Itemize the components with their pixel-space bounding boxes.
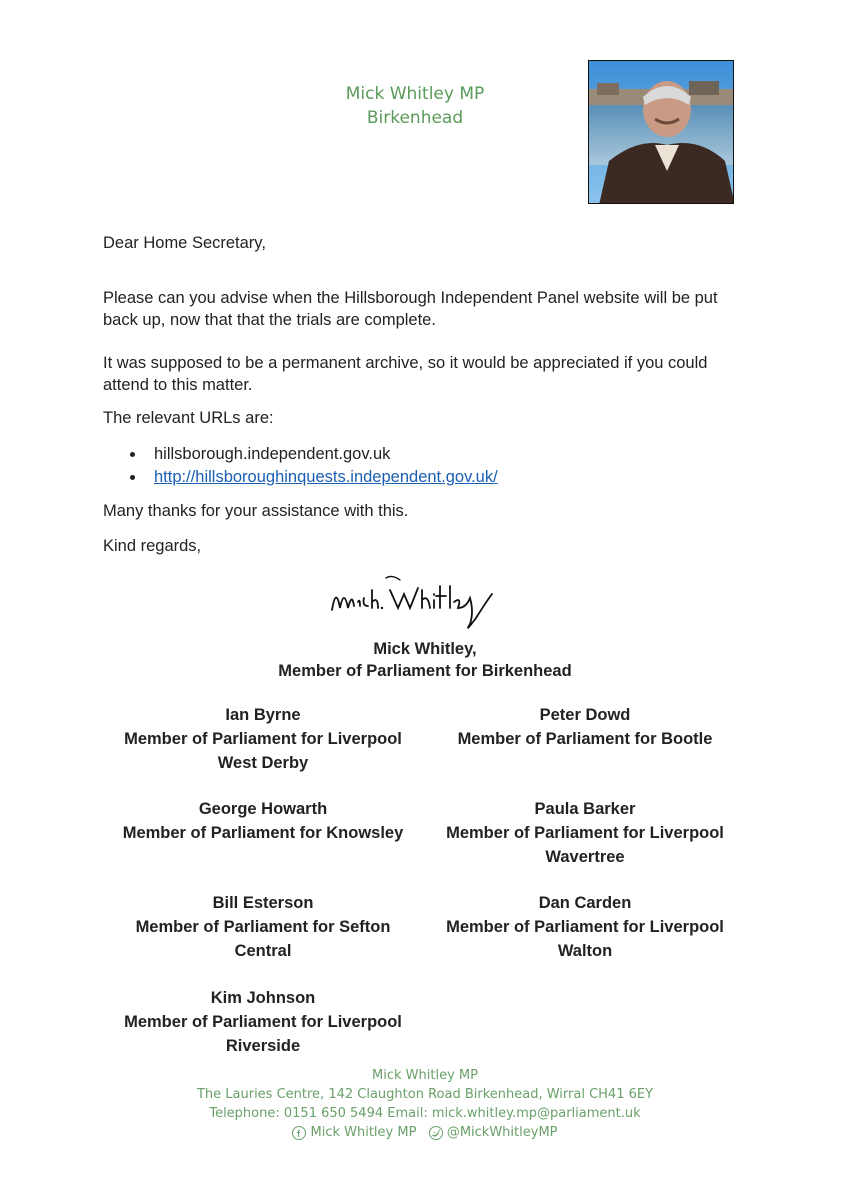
cosignatory-title: Member of Parliament for Knowsley	[122, 824, 404, 842]
cosignatory	[425, 703, 745, 751]
closing-regards: Kind regards,	[103, 537, 202, 555]
thanks-line: Many thanks for your assistance with this.	[103, 502, 409, 520]
cosignatory-title: Member of Parliament for Liverpool	[124, 1013, 402, 1031]
twitter-handle: @MickWhitleyMP	[446, 1125, 558, 1140]
cosignatory-name: Paula Barker	[534, 800, 636, 818]
cosignatory-name: Bill Esterson	[212, 894, 314, 912]
paragraph-urls-intro: The relevant URLs are:	[103, 409, 274, 427]
signatory-name: Mick Whitley,	[373, 640, 477, 658]
handwritten-signature	[326, 572, 526, 634]
cosignatory-name: Kim Johnson	[210, 989, 316, 1007]
cosignatory-name: George Howarth	[198, 800, 328, 818]
paragraph-request: Please can you advise when the Hillsborough Independent Panel website will be put back up, now that that the trials are complete.	[103, 289, 718, 329]
signatory-block	[200, 638, 650, 682]
cosignatory-title: Member of Parliament for Liverpool	[446, 918, 724, 936]
facebook-link[interactable]	[292, 1123, 416, 1142]
list-item	[130, 443, 498, 466]
twitter-link[interactable]	[429, 1123, 558, 1142]
list-item	[130, 466, 498, 489]
letterhead-name: Mick Whitley MP	[345, 84, 485, 104]
cosignatory-title: Walton	[557, 942, 613, 960]
cosignatory-title: Member of Parliament for Liverpool	[124, 730, 402, 748]
twitter-icon	[429, 1126, 443, 1140]
cosignatory	[103, 986, 423, 1058]
facebook-handle: Mick Whitley MP	[310, 1125, 417, 1140]
url-list	[130, 443, 498, 489]
cosignatory-name: Dan Carden	[538, 894, 632, 912]
mp-portrait-photo	[588, 60, 734, 204]
signatory-title: Member of Parliament for Birkenhead	[278, 662, 572, 680]
cosignatory	[425, 797, 745, 869]
portrait-icon	[589, 61, 734, 204]
cosignatory	[103, 891, 423, 963]
letterhead-constituency: Birkenhead	[366, 108, 464, 128]
letterhead	[300, 82, 530, 130]
cosignatory-title: Member of Parliament for Liverpool	[446, 824, 724, 842]
cosignatory-title: West Derby	[217, 754, 309, 772]
cosignatory-title: Riverside	[225, 1037, 301, 1055]
url-text: hillsborough.independent.gov.uk	[154, 445, 391, 463]
cosignatory	[425, 891, 745, 963]
cosignatory-title: Central	[234, 942, 292, 960]
cosignatory	[103, 703, 423, 775]
cosignatory-title: Member of Parliament for Sefton	[135, 918, 391, 936]
cosignatory	[103, 797, 423, 845]
footer-name: Mick Whitley MP	[372, 1068, 478, 1083]
facebook-icon	[292, 1126, 306, 1140]
footer-contact: Telephone: 0151 650 5494 Email: mick.whitley.mp@parliament.uk	[209, 1106, 641, 1121]
inquests-url-link[interactable]: http://hillsboroughinquests.independent.gov.uk/	[154, 468, 498, 486]
paragraph-archive: It was supposed to be a permanent archive, so it would be appreciated if you could attend to this matter.	[103, 354, 708, 394]
cosignatory-title: Member of Parliament for Bootle	[457, 730, 713, 748]
cosignatory-name: Ian Byrne	[225, 706, 301, 724]
footer-address: The Lauries Centre, 142 Claughton Road Birkenhead, Wirral CH41 6EY	[196, 1087, 654, 1102]
salutation: Dear Home Secretary,	[103, 234, 266, 252]
footer-social	[150, 1123, 700, 1146]
cosignatory-title: Wavertree	[545, 848, 625, 866]
footer	[150, 1066, 700, 1146]
cosignatory-name: Peter Dowd	[539, 706, 631, 724]
